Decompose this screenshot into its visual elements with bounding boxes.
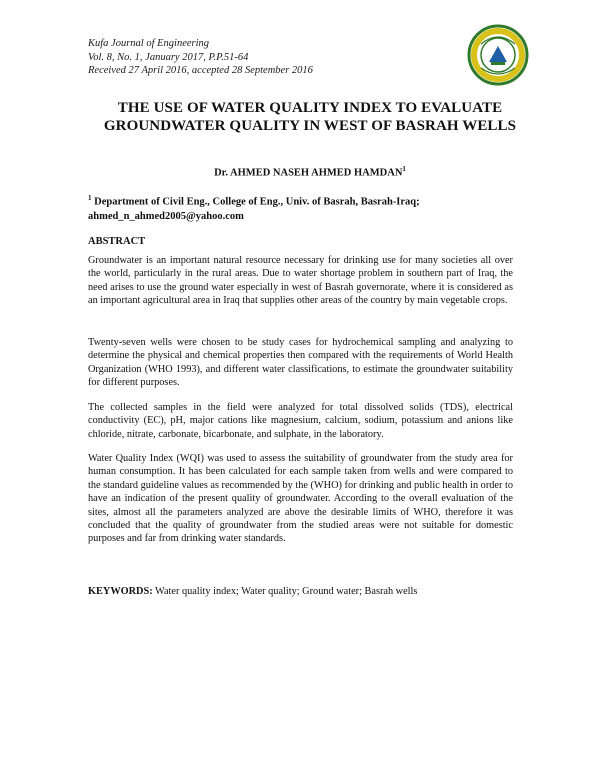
abstract-paragraph-2: Twenty-seven wells were chosen to be study cases for hydrochemical sampling and analyzing to determine the physical and chemical properties then compared with the requirements of World Health Organization (WHO 1993), and different water classifications, to estimate the groundwater suitability for different purposes. [88,337,513,389]
keywords-label: KEYWORDS: [88,586,153,597]
author-name: Dr. AHMED NASEH AHMED HAMDAN [214,167,403,179]
received-dates: Received 27 April 2016, accepted 28 September 2016 [88,65,313,76]
affil-text: Department of Civil Eng., College of Eng., Univ. of Basrah, Basrah-Iraq; [94,196,420,208]
journal-logo [467,24,529,86]
paper-title: THE USE OF WATER QUALITY INDEX TO EVALUATE GROUNDWATER QUALITY IN WEST OF BASRAH WELLS [103,100,517,134]
abstract-paragraph-1: Groundwater is an important natural resource necessary for drinking use for many societies all over the world, particularly in the rural areas. Due to water shortage problem in southern part of Iraq, the need arises to use the ground water especially in west of Basrah governorate, where it is considered as an important agricultural area in Iraq that supplies other areas of the country by main vegetable crops. [88,255,513,307]
affil-sup: 1 [88,194,92,202]
affiliation [88,191,528,225]
author-sup: 1 [402,165,406,173]
keywords-text: Water quality index; Water quality; Ground water; Basrah wells [155,586,418,597]
abstract-heading: ABSTRACT [88,236,146,247]
keywords-line [88,586,417,597]
author-email[interactable]: ahmed_n_ahmed2005@yahoo.com [88,211,244,222]
abstract-paragraph-4: Water Quality Index (WQI) was used to assess the suitability of groundwater from the study area for human consumption. It has been calculated for each sample taken from wells and were compared to the standard guideline values as recommended by the (WHO) for drinking and public health in order to have an indication of the present quality of groundwater. According to the overall evaluation of the sites, almost all the parameters analyzed are above the desirable limits of WHO, therefore it was concluded that the quality of groundwater from the studied areas were not suitable for domestic purposes and far from drinking water standards. [88,453,513,545]
journal-header [88,37,313,78]
abstract-paragraph-3: The collected samples in the field were analyzed for total dissolved solids (TDS), electrical conductivity (EC), pH, major cations like magnesium, calcium, sodium, potassium and anions like chloride, nitrate, carbonate, bicarbonate, and sulphate, in the laboratory. [88,402,513,440]
journal-name: Kufa Journal of Engineering [88,38,210,49]
author-line [90,165,530,179]
journal-volume: Vol. 8, No. 1, January 2017, P.P.51-64 [88,51,249,63]
